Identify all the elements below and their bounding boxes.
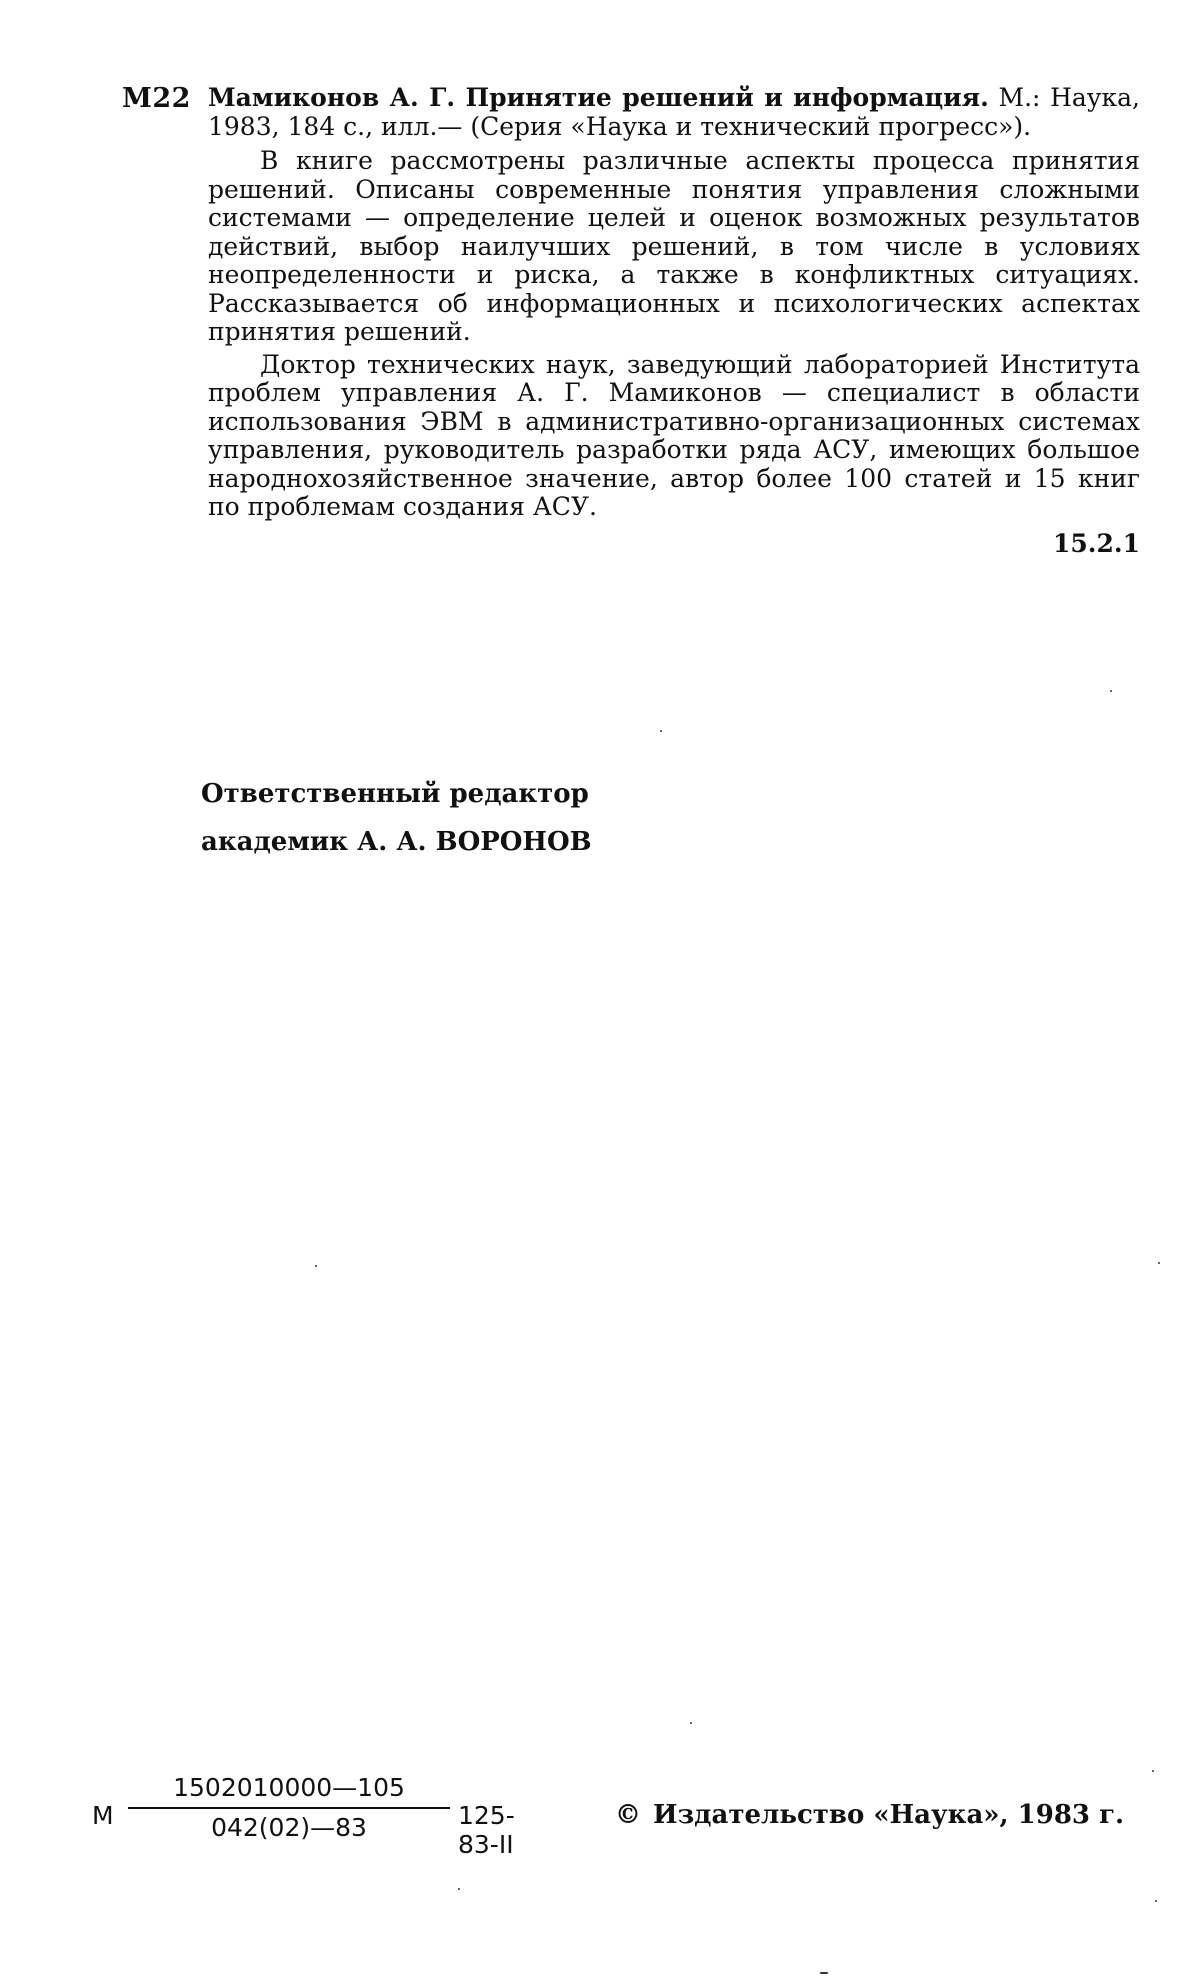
copyright-line (615, 1800, 1124, 1830)
abstract-paragraph: В книге рассмотрены различные аспекты процесса принятия решений. Описаны современные понятия управления сложными системами — определение целей и оценок возможных результатов действий, выбор наилучших решений, в том числе в условиях неопределенности и риска, а также в конфликтных ситуациях. Рассказывается об информационных и психологических аспектах принятия решений. (208, 146, 1140, 346)
scan-speck (1110, 690, 1112, 692)
scan-speck (1158, 1262, 1160, 1264)
scan-speck (1152, 1770, 1154, 1772)
scan-speck (820, 1972, 828, 1974)
scan-speck (1155, 1900, 1157, 1902)
editor-role: Ответственный редактор (201, 779, 589, 809)
scan-speck (690, 1722, 692, 1724)
scan-speck (458, 1888, 460, 1890)
bibliographic-entry-head: Мамиконов А. Г. Принятие решений и информация. (208, 83, 989, 112)
scan-speck (660, 730, 662, 732)
index-prefix: М (92, 1801, 114, 1830)
bibliographic-entry (208, 84, 1140, 141)
index-numerator: 1502010000—105 (173, 1773, 405, 1802)
library-code: М22 (122, 83, 191, 114)
copyright-text: Издательство «Наука», 1983 г. (653, 1800, 1125, 1830)
bibliographic-entry-tail: М.: Наука, 1983, 184 с., илл.— (Серия «Наука и технический прогресс»). (208, 83, 1140, 141)
index-denominator: 042(02)—83 (211, 1813, 367, 1842)
scan-speck (315, 1265, 317, 1267)
bibliographic-record (208, 84, 1140, 558)
editor-credit (201, 770, 592, 866)
author-note-paragraph: Доктор технических наук, заведующий лабораторией Института проблем управления А. Г. Мамиконов — специалист в области использования ЭВМ в административно-организационных системах управления, руководитель разработки ряда АСУ, имеющих большое народнохозяйственное значение, автор более 100 статей и 15 книг по проблемам создания АСУ. (208, 349, 1140, 521)
editor-name: академик А. А. ВОРОНОВ (201, 827, 592, 857)
index-suffix: 125-83-II (458, 1801, 515, 1859)
fraction-bar (128, 1807, 450, 1809)
copyright-icon: © (615, 1800, 641, 1830)
classification-code: 15.2.1 (1053, 528, 1140, 558)
